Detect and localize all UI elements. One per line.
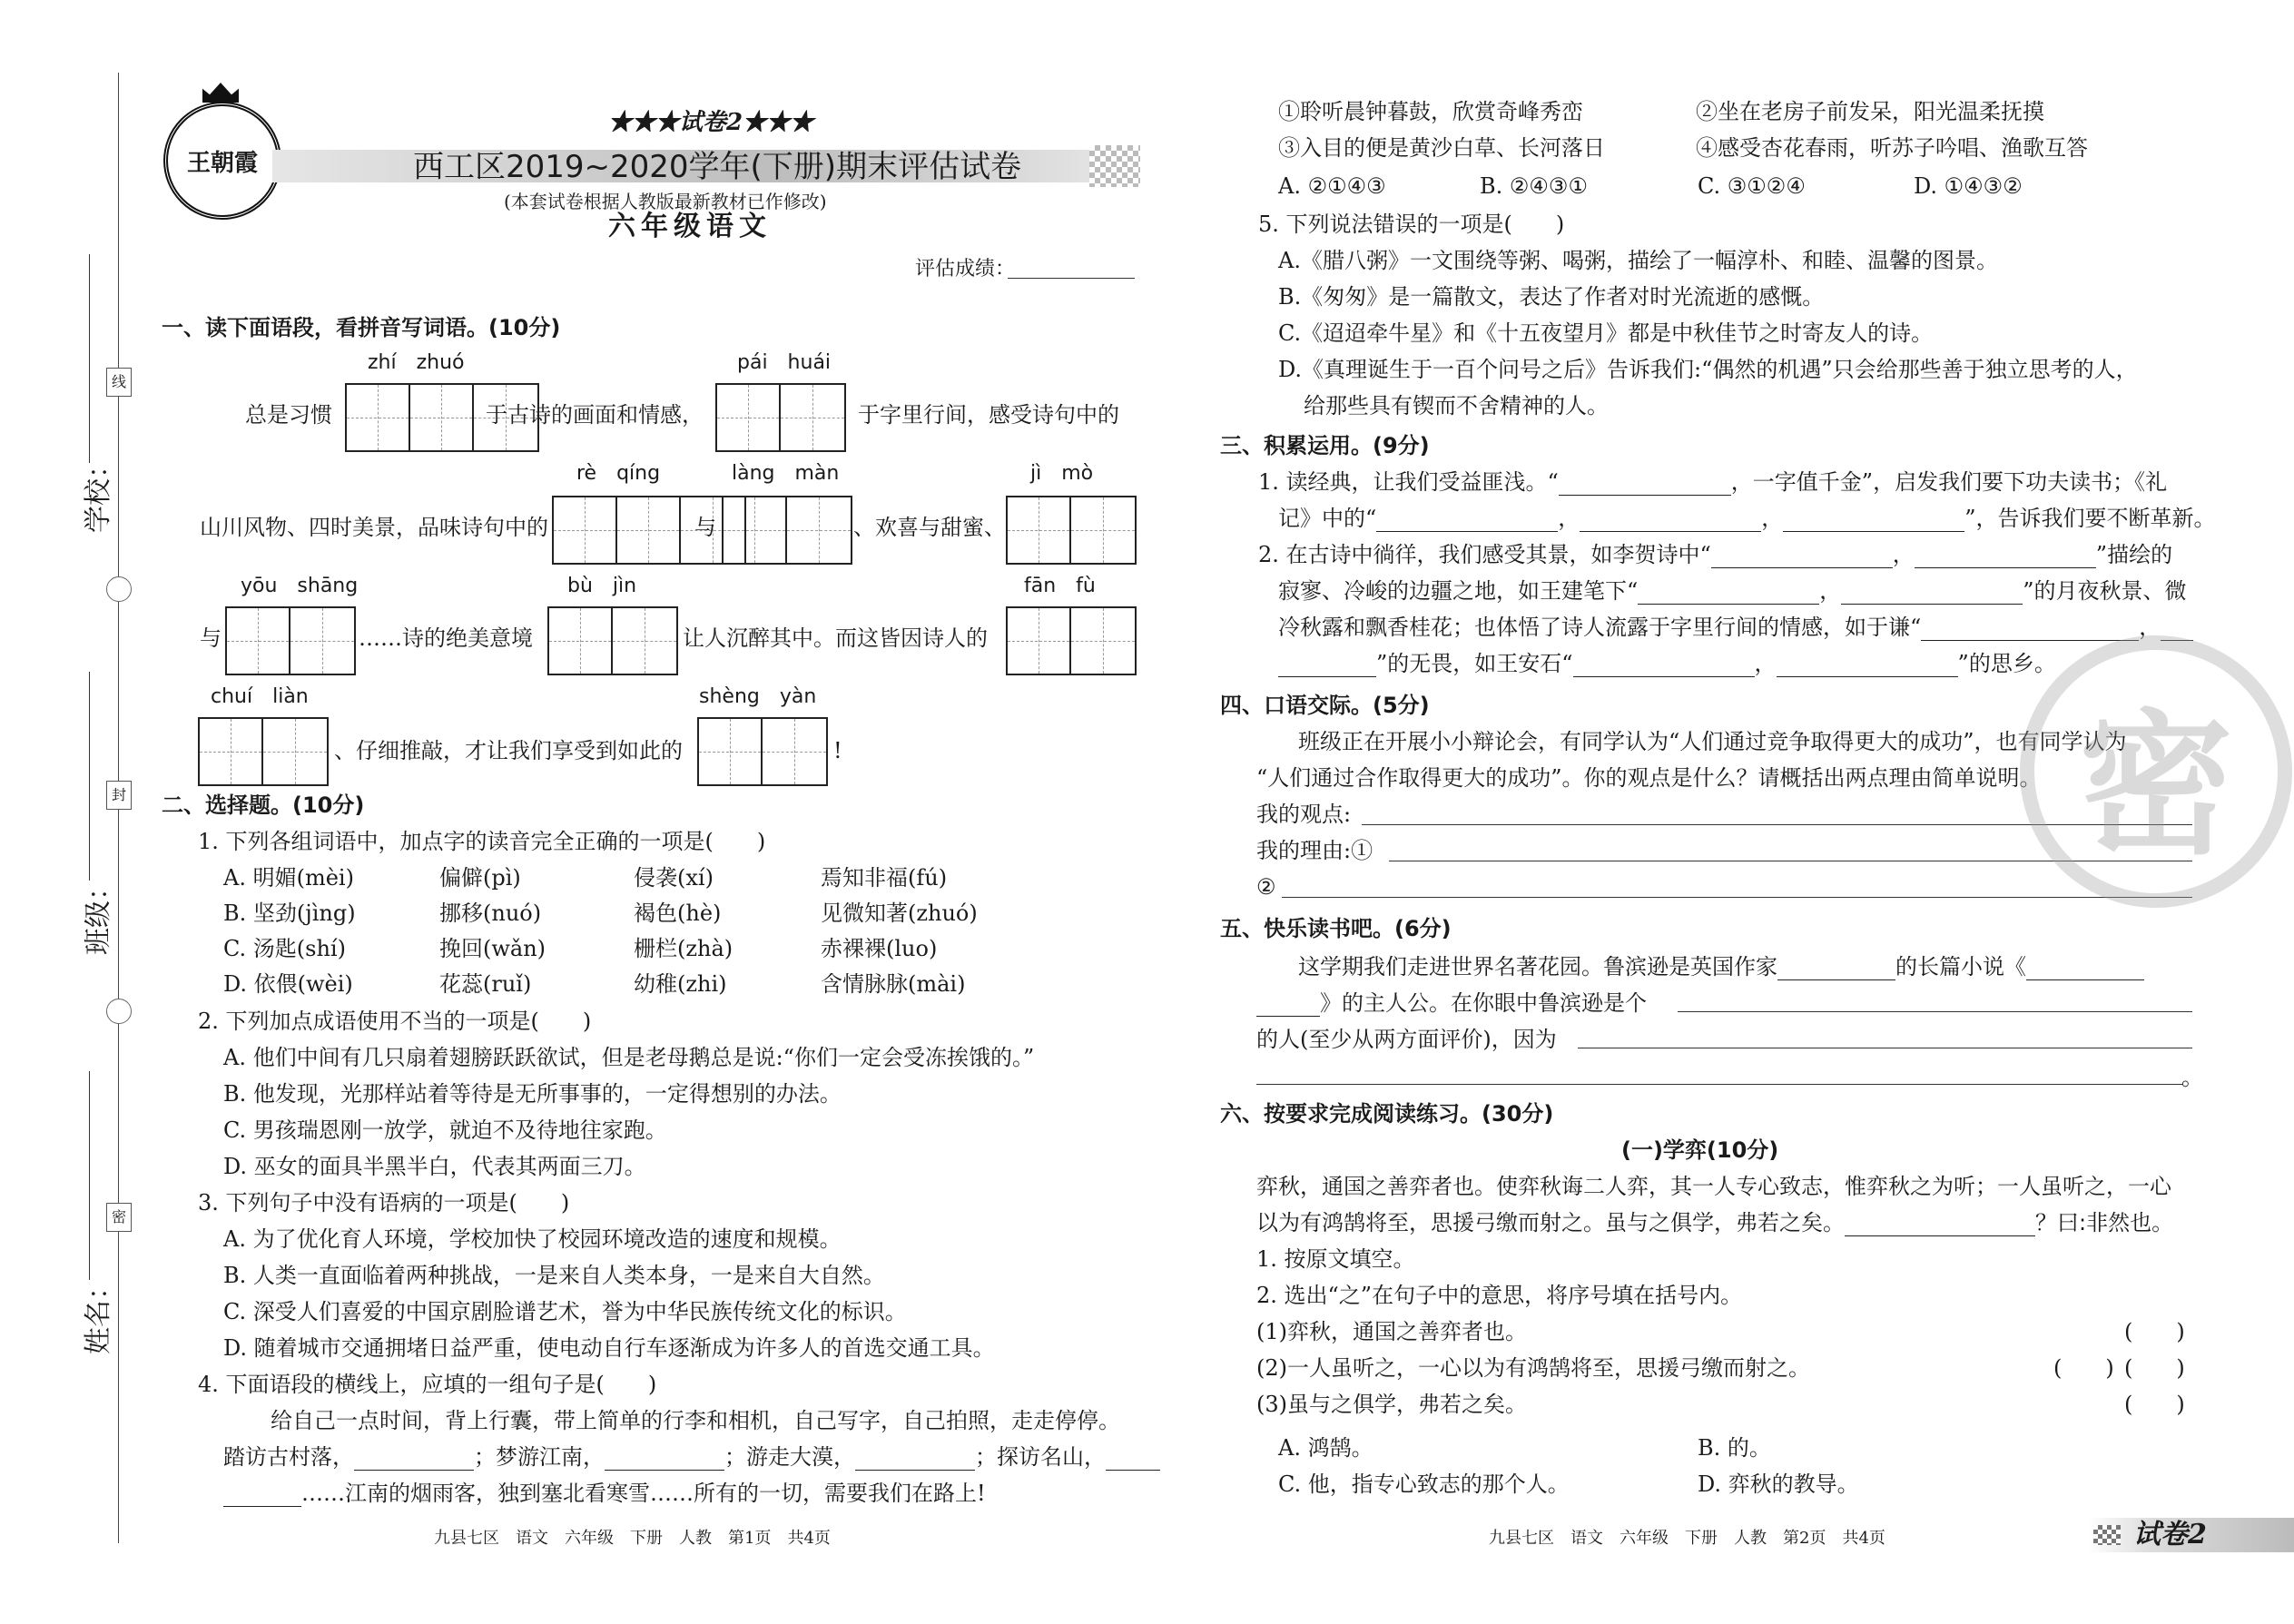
answer-box-6[interactable]	[225, 606, 356, 675]
s6-opt-a: A. 鸿鹄。	[1278, 1435, 1373, 1461]
s1-row4-b: !	[833, 738, 842, 763]
s6-opt-d: D. 弈秋的教导。	[1698, 1471, 1859, 1497]
q1-b2: 挪移(nuó)	[439, 901, 542, 926]
s4-p1: 班级正在开展小小辩论会，有同学认为“人们通过竞争取得更大的成功”，也有同学认为	[1298, 729, 2127, 754]
footer-left: 九县七区 语文 六年级 下册 人教 第1页 共4页	[434, 1529, 831, 1548]
q4-blank-5[interactable]	[223, 1484, 301, 1507]
q1-stem: 1. 下列各组词语中，加点字的读音完全正确的一项是( )	[198, 829, 766, 854]
s3-l3c: ”描绘的	[2095, 542, 2173, 567]
s3-l6	[1278, 650, 2056, 677]
q1-a3: 侵袭(xí)	[634, 865, 714, 891]
q5-d1: D.《真理诞生于一百个问号之后》告诉我们:“偶然的机遇”只会给那些善于独立思考的人，	[1278, 357, 2138, 382]
answer-box-5[interactable]	[1006, 496, 1137, 565]
s6-text2	[1256, 1209, 2173, 1236]
q3-d: D. 随着城市交通拥堵日益严重，使电动自行车逐渐成为许多人的首选交通工具。	[223, 1335, 995, 1361]
q4-p2d: ；探访名山，	[975, 1444, 1106, 1470]
q4-p3	[223, 1480, 986, 1507]
answer-box-4[interactable]	[722, 496, 852, 565]
pinyin-5: jì mò	[1030, 462, 1094, 485]
s3-l3	[1258, 541, 2172, 568]
s3-l2d: ”，告诉我们要不断革新。	[1964, 506, 2216, 531]
q4-p2c: ；游走大漠，	[724, 1444, 855, 1470]
margin-tag-feng: 封	[106, 781, 132, 810]
s3-l4a: 寂寥、冷峻的边疆之地，如王建笔下“	[1278, 578, 1639, 604]
s5-p2: 》的主人公。在你眼中鲁滨逊是个	[1320, 990, 1647, 1016]
s3-l6c: ”的思乡。	[1957, 651, 2056, 676]
q2-a: A. 他们中间有几只扇着翅膀跃跃欲试，但是老母鹅总是说:“你们一定会受冻挨饿的。”	[223, 1045, 1035, 1070]
s3-blank-5[interactable]	[1711, 546, 1893, 568]
q4-p2	[223, 1443, 1160, 1471]
q5-stem: 5. 下列说法错误的一项是( )	[1258, 212, 1565, 237]
s3-blank-13[interactable]	[1777, 655, 1958, 677]
q1-c1: C. 汤匙(shí)	[223, 936, 346, 961]
pinyin-2: pái huái	[737, 351, 832, 374]
q4-blank-4[interactable]	[1106, 1448, 1160, 1471]
s5-l1	[1298, 953, 2144, 980]
s5-l4: 。	[2181, 1065, 2203, 1090]
s3-blank-8[interactable]	[1841, 582, 2023, 605]
q2-stem: 2. 下列加点成语使用不当的一项是( )	[198, 1009, 592, 1034]
s4-reason-label: 我的理由:①	[1256, 838, 1373, 863]
school-label: 学校：	[83, 451, 114, 533]
s1-row3-c: 让人沉醉其中。而这皆因诗人的	[683, 625, 988, 651]
answer-box-9[interactable]	[198, 717, 329, 786]
answer-box-10[interactable]	[697, 717, 828, 786]
pinyin-7: bù jìn	[567, 575, 637, 597]
s1-row1-b: 于古诗的画面和情感，	[486, 402, 704, 428]
s3-l6a: ”的无畏，如王安石“	[1376, 651, 1573, 676]
s4-view-label: 我的观点:	[1256, 802, 1352, 827]
answer-box-8[interactable]	[1006, 606, 1137, 675]
s6-blank-1[interactable]	[1845, 1214, 2035, 1236]
q1-b3: 褐色(hè)	[634, 901, 722, 926]
s1-row4-a: 、仔细推敲，才让我们享受到如此的	[334, 738, 683, 763]
section4-heading: 四、口语交际。(5分)	[1220, 693, 1430, 718]
pinyin-1: zhí zhuó	[368, 351, 465, 374]
s3-l3a: 2. 在古诗中徜徉，我们感受其景，如李贺诗中“	[1258, 542, 1711, 567]
q1-b4: 见微知著(zhuó)	[821, 901, 978, 926]
q4-choice-d: D. ①④③②	[1914, 173, 2023, 199]
logo-text: 王朝霞	[186, 149, 258, 177]
q1-d2: 花蕊(ruǐ)	[439, 971, 532, 997]
pinyin-8: fān fù	[1024, 575, 1096, 597]
score-label: 评估成绩：	[915, 258, 1016, 281]
s3-blank-7[interactable]	[1638, 582, 1819, 605]
margin-circle-1	[106, 576, 132, 602]
s3-l4b: ，	[1819, 578, 1842, 604]
margin-tag-xian: 线	[106, 368, 132, 397]
margin-tag-mi: 密	[106, 1203, 132, 1232]
s5-blank-4[interactable]	[1678, 1011, 2192, 1012]
s3-l5b: ，	[2139, 615, 2161, 640]
q1-a4: 焉知非福(fú)	[821, 865, 948, 891]
q4-p2b: ；梦游江南，	[474, 1444, 605, 1470]
s3-l3b: ，	[1892, 542, 1915, 567]
pinyin-4: làng màn	[732, 462, 840, 485]
s6-s2: (2)一人虽听之，一心以为有鸿鹄将至，思援弓缴而射之。	[1256, 1355, 1810, 1381]
pinyin-3: rè qíng	[576, 462, 661, 485]
s1-row2-a: 山川风物、四时美景，品味诗句中的	[200, 515, 548, 540]
q4-p1: 给自己一点时间，背上行囊，带上简单的行李和相机，自己写字，自己拍照，走走停停。	[271, 1408, 1120, 1433]
q3-stem: 3. 下列句子中没有语病的一项是( )	[198, 1190, 570, 1216]
section3-heading: 三、积累运用。(9分)	[1220, 433, 1430, 458]
s3-l2b: ，	[1558, 506, 1580, 531]
school-field-line	[89, 254, 90, 463]
s6-q1: 1. 按原文填空。	[1256, 1246, 1415, 1272]
s6-opt-c: C. 他，指专心致志的那个人。	[1278, 1471, 1570, 1497]
q1-a2: 偏僻(pì)	[439, 865, 521, 891]
s3-blank-9[interactable]	[1921, 618, 2139, 641]
s5-l3: 的人(至少从两方面评价)，因为	[1256, 1027, 1557, 1052]
pinyin-9: chuí liàn	[211, 685, 309, 708]
q1-d4: 含情脉脉(mài)	[821, 971, 966, 997]
section6-heading: 六、按要求完成阅读练习。(30分)	[1220, 1101, 1554, 1127]
q3-b: B. 人类一直面临着两种挑战，一是来自人类本身，一是来自大自然。	[223, 1263, 885, 1288]
q4-opt-4: ④感受杏花春雨，听苏子吟唱、渔歌互答	[1696, 135, 2088, 161]
secret-stamp	[2020, 635, 2292, 908]
binding-margin	[0, 0, 182, 1624]
q4-blank-3[interactable]	[855, 1448, 975, 1471]
q4-stem: 4. 下面语段的横线上，应填的一组句子是( )	[198, 1372, 657, 1397]
s3-blank-1[interactable]	[1559, 473, 1731, 496]
s3-l6b: ，	[1754, 651, 1777, 676]
name-label: 姓名：	[83, 1273, 114, 1354]
s1-row2-b: 与	[694, 515, 716, 540]
section5-heading: 五、快乐读书吧。(6分)	[1220, 916, 1452, 941]
q1-c3: 栅栏(zhà)	[634, 936, 733, 961]
s6-s1: (1)弈秋，通国之善弈者也。	[1256, 1319, 1527, 1344]
s6-s3: (3)虽与之俱学，弗若之矣。	[1256, 1392, 1527, 1417]
crown-icon	[202, 83, 239, 103]
s5-l2	[1256, 989, 1647, 1017]
q2-d: D. 巫女的面具半黑半白，代表其两面三刀。	[223, 1154, 646, 1179]
s5-p1a: 这学期我们走进世界名著花园。鲁滨逊是英国作家	[1298, 954, 1777, 979]
class-field-line	[89, 672, 90, 881]
q4-choice-c: C. ③①②④	[1698, 173, 1806, 199]
s3-l2c: ，	[1761, 506, 1784, 531]
q5-d2: 给那些具有锲而不舍精神的人。	[1304, 393, 1609, 418]
s6-s3-paren[interactable]: ( )	[2124, 1392, 2185, 1417]
answer-box-2[interactable]	[715, 383, 846, 452]
s1-row3-a: 与	[200, 625, 222, 651]
s3-l5a: 冷秋露和飘香桂花；也体悟了诗人流露于字里行间的情感，如于谦“	[1278, 615, 1922, 640]
s5-blank-3[interactable]	[1256, 994, 1320, 1017]
footer-right: 九县七区 语文 六年级 下册 人教 第2页 共4页	[1489, 1529, 1885, 1548]
q5-c: C.《迢迢牵牛星》和《十五夜望月》都是中秋佳节之时寄友人的诗。	[1278, 320, 1934, 346]
q4-p2a: 踏访古村落，	[223, 1444, 354, 1470]
s3-l1b: ，一字值千金”，启发我们要下功夫读书；《礼	[1730, 469, 2168, 495]
s3-l4	[1278, 577, 2187, 605]
q5-a: A.《腊八粥》一文围绕等粥、喝粥，描绘了一幅淳朴、和睦、温馨的图景。	[1278, 248, 1998, 273]
logo-seal	[163, 102, 281, 220]
s4-p2: “人们通过合作取得更大的成功”。你的观点是什么？请概括出两点理由简单说明。	[1256, 765, 2042, 791]
q1-c2: 挽回(wǎn)	[439, 936, 546, 961]
s5-blank-2[interactable]	[2026, 958, 2144, 980]
s6-subheading: (一)学弈(10分)	[1621, 1137, 1779, 1163]
s3-blank-3[interactable]	[1580, 509, 1761, 532]
q4-opt-2: ②坐在老房子前发呆，阳光温柔抚摸	[1696, 99, 2044, 124]
header-ribbon-check	[1089, 145, 1140, 187]
s1-row1-c: 于字里行间，感受诗句中的	[858, 402, 1119, 428]
q2-b: B. 他发现，光那样站着等待是无所事事的，一定得想别的办法。	[223, 1081, 842, 1107]
s1-row1-a: 总是习惯	[245, 402, 332, 428]
s6-s2-paren-1[interactable]: ( )	[2053, 1355, 2114, 1381]
s3-blank-6[interactable]	[1915, 546, 2096, 568]
q4-p3-text: ……江南的烟雨客，独到塞北看寒雪……所有的一切，需要我们在路上!	[301, 1481, 986, 1506]
q1-d3: 幼稚(zhi)	[634, 971, 727, 997]
q1-a1: A. 明媚(mèi)	[223, 865, 354, 891]
pinyin-6: yōu shāng	[241, 575, 359, 597]
q4-opt-3: ③入目的便是黄沙白草、长河落日	[1278, 135, 1605, 161]
s5-blank-6[interactable]	[1256, 1084, 2183, 1085]
s3-l5	[1278, 614, 2193, 641]
s3-blank-11[interactable]	[1278, 655, 1376, 677]
footer-tag-squares	[2093, 1525, 2121, 1545]
s4-reason2-label: ②	[1256, 874, 1276, 900]
section2-heading: 二、选择题。(10分)	[162, 792, 365, 818]
section1-heading: 一、读下面语段，看拼音写词语。(10分)	[162, 315, 561, 340]
s3-l2a: 记》中的“	[1278, 506, 1377, 531]
q2-c: C. 男孩瑞恩刚一放学，就迫不及待地往家跑。	[223, 1117, 667, 1143]
q4-opt-1: ①聆听晨钟暮鼓，欣赏奇峰秀峦	[1278, 99, 1583, 124]
q3-c: C. 深受人们喜爱的中国京剧脸谱艺术，誉为中华民族传统文化的标识。	[223, 1299, 907, 1324]
q4-blank-2[interactable]	[605, 1448, 724, 1471]
q5-b: B.《匆匆》是一篇散文，表达了作者对时光流逝的感慨。	[1278, 284, 1825, 310]
s6-text1: 弈秋，通国之善弈者也。使弈秋诲二人弈，其一人专心致志，惟弈秋之为听；一人虽听之，一心	[1256, 1174, 2171, 1199]
pinyin-10: shèng yàn	[699, 685, 817, 708]
score-field[interactable]	[1008, 278, 1135, 279]
exam-title: 西工区2019~2020学年(下册)期末评估试卷	[413, 149, 1022, 185]
q1-b1: B. 坚劲(jìng)	[223, 901, 356, 926]
s6-s2-paren-2[interactable]: ( )	[2124, 1355, 2185, 1381]
s6-s1-paren[interactable]: ( )	[2124, 1319, 2185, 1344]
s3-blank-2[interactable]	[1376, 509, 1558, 532]
answer-box-3[interactable]	[552, 496, 746, 565]
q3-a: A. 为了优化育人环境，学校加快了校园环境改造的速度和规模。	[223, 1226, 842, 1252]
s5-p1b: 的长篇小说《	[1895, 954, 2026, 979]
s6-text2b: ？曰:非然也。	[2035, 1210, 2174, 1235]
series-label: ★★★试卷2★★★	[608, 109, 814, 136]
s1-row2-c: 、欢喜与甜蜜、	[853, 515, 1006, 540]
stamp-text: 密	[2078, 695, 2233, 876]
s5-blank-1[interactable]	[1777, 958, 1895, 980]
class-label: 班级：	[83, 873, 114, 955]
answer-box-7[interactable]	[547, 606, 678, 675]
q4-blank-1[interactable]	[354, 1448, 474, 1471]
s3-l1a: 1. 读经典，让我们受益匪浅。“	[1258, 469, 1559, 495]
exam-subtitle: (本套试卷根据人教版最新教材已作修改)	[504, 191, 827, 212]
q4-choice-b: B. ②④③①	[1480, 173, 1588, 199]
s6-q2: 2. 选出“之”在句子中的意思，将序号填在括号内。	[1256, 1283, 1743, 1308]
s4-reason-line-2[interactable]	[1282, 897, 2192, 898]
s1-row3-b: ……诗的绝美意境	[359, 625, 533, 651]
q1-c4: 赤裸裸(luo)	[821, 936, 938, 961]
grade-subject: 六年级语文	[608, 211, 772, 242]
s3-l4c: ”的月夜秋景、微	[2023, 578, 2187, 604]
footer-tag: 试卷2	[2133, 1519, 2207, 1550]
name-field-line	[89, 1071, 90, 1280]
s6-text2a: 以为有鸿鹄将至，思援弓缴而射之。虽与之俱学，弗若之矣。	[1256, 1210, 1845, 1235]
s6-opt-b: B. 的。	[1698, 1435, 1771, 1461]
s3-l1	[1258, 468, 2167, 496]
s3-l2	[1278, 505, 2216, 532]
s3-blank-12[interactable]	[1573, 655, 1755, 677]
s3-blank-4[interactable]	[1783, 509, 1964, 532]
q1-d1: D. 依偎(wèi)	[223, 971, 353, 997]
q4-choice-a: A. ②①④③	[1278, 173, 1386, 199]
margin-circle-2	[106, 999, 132, 1024]
